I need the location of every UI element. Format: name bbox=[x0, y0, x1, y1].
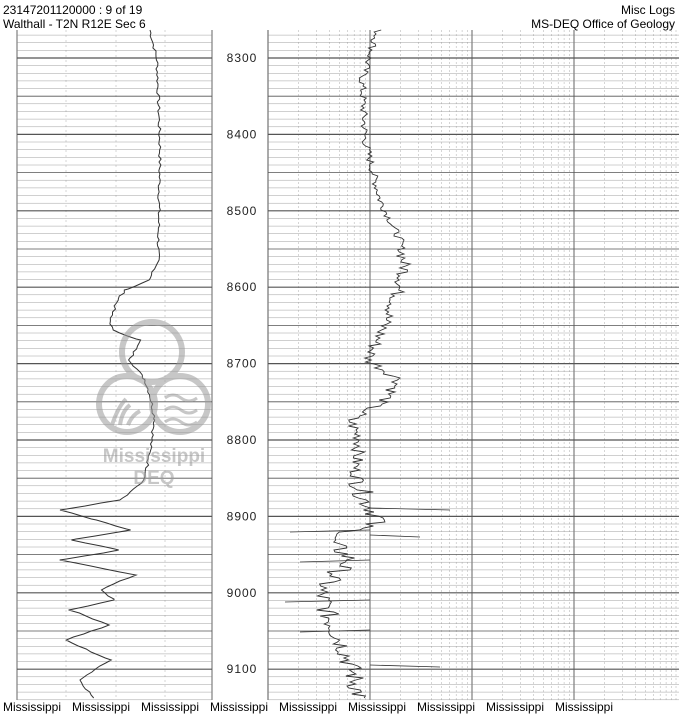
depth-label: 8400 bbox=[226, 127, 258, 142]
agency-name: MS-DEQ Office of Geology bbox=[531, 17, 675, 31]
depth-label: 8800 bbox=[226, 433, 258, 447]
watermark-right-ring bbox=[152, 376, 208, 432]
right-track-spike bbox=[370, 665, 440, 667]
well-id-page: 23147201120000 : 9 of 19 bbox=[3, 3, 143, 17]
footer-label: Mississippi bbox=[72, 700, 131, 714]
depth-label: 8600 bbox=[226, 280, 258, 295]
log-grid bbox=[17, 30, 679, 700]
watermark-line1: Mississippi bbox=[102, 446, 206, 467]
document-type: Misc Logs bbox=[620, 3, 675, 17]
depth-label: 8700 bbox=[226, 356, 258, 371]
footer-label: Mississippi bbox=[486, 700, 545, 714]
footer-label: Mississippi bbox=[3, 700, 62, 714]
watermark-line2: DEQ bbox=[133, 468, 175, 489]
watermark-top-ring bbox=[122, 322, 182, 382]
footer-label: Mississippi bbox=[141, 700, 200, 714]
depth-label: 8900 bbox=[226, 509, 258, 524]
depth-label: 9000 bbox=[226, 585, 258, 600]
footer-label: Mississippi bbox=[348, 700, 407, 714]
depth-label: 8500 bbox=[226, 203, 258, 218]
footer-label: Mississippi bbox=[279, 700, 338, 714]
well-location: Walthall - T2N R12E Sec 6 bbox=[3, 17, 146, 31]
footer-strip bbox=[0, 700, 679, 715]
footer-label: Mississippi bbox=[417, 700, 476, 714]
right-track-spike bbox=[370, 535, 420, 537]
depth-scale bbox=[227, 51, 258, 676]
mississippi-deq-watermark bbox=[99, 322, 208, 489]
watermark-wave-icon bbox=[165, 395, 197, 425]
footer-label: Mississippi bbox=[210, 700, 269, 714]
depth-label: 9100 bbox=[226, 662, 258, 677]
depth-label: 8300 bbox=[226, 51, 258, 65]
footer-label: Mississippi bbox=[555, 700, 614, 714]
right-track-spike bbox=[370, 508, 450, 510]
right-track-spike bbox=[300, 560, 370, 562]
